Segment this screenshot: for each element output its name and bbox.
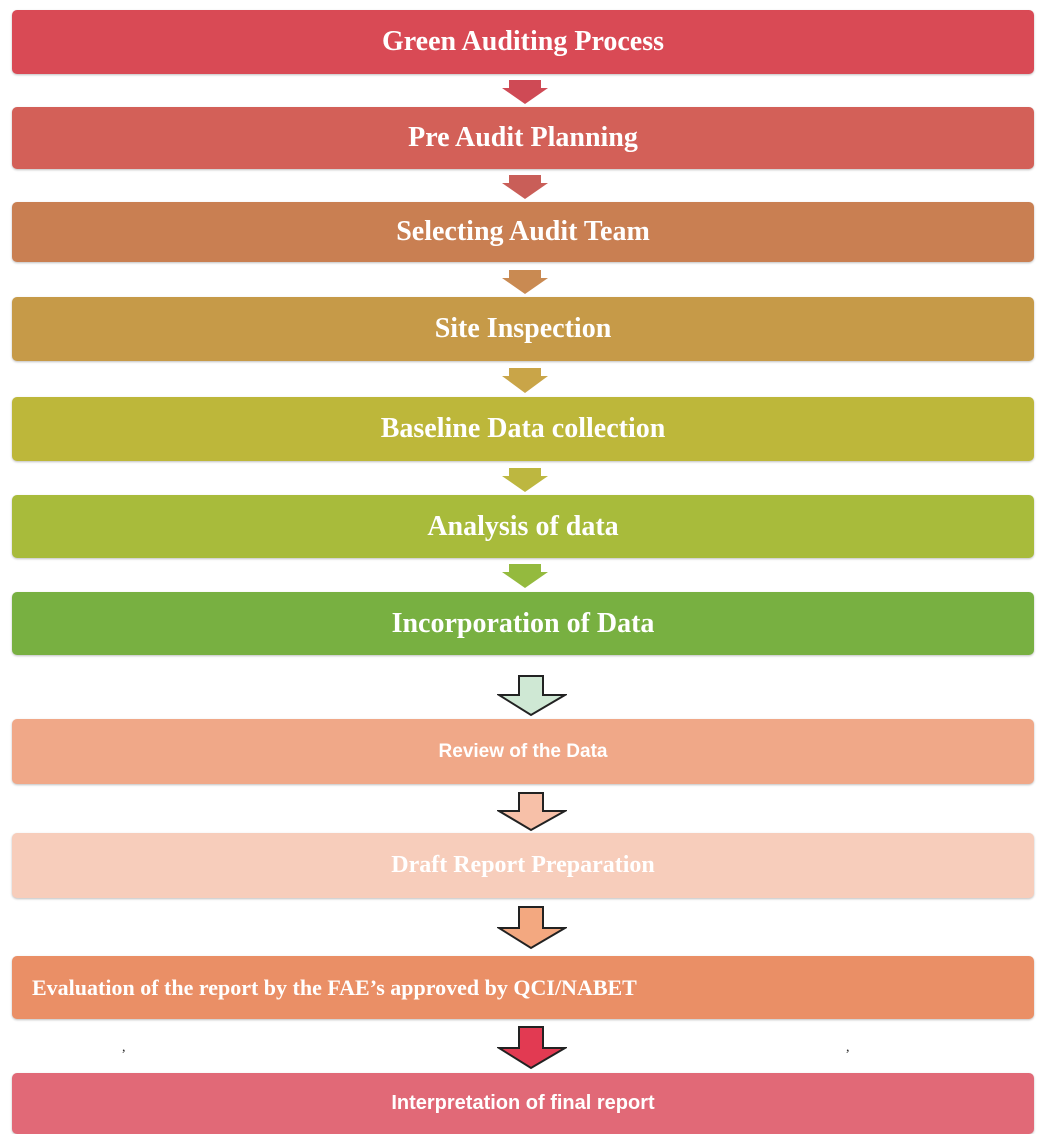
step-box-baseline-data-collection [12, 397, 1034, 461]
step-label: Site Inspection [434, 313, 612, 344]
arrow-shape [502, 564, 548, 588]
step-box-site-inspection [12, 297, 1034, 361]
arrow-shape [502, 368, 548, 393]
step-box-selecting-audit-team [12, 202, 1034, 262]
step-box-interpretation-of-final-report [12, 1073, 1034, 1134]
step-label: Baseline Data collection [380, 413, 666, 444]
step-box-green-auditing-process [12, 10, 1034, 74]
step-box-pre-audit-planning [12, 107, 1034, 169]
step-label: Draft Report Preparation [391, 852, 655, 878]
step-label: Incorporation of Data [391, 607, 655, 639]
down-arrow-icon [502, 468, 548, 492]
stray-mark: , [846, 1040, 850, 1055]
step-label: Green Auditing Process [381, 26, 665, 57]
arrow-shape [499, 676, 565, 715]
down-arrow-icon [497, 792, 567, 832]
down-arrow-icon [502, 564, 548, 588]
arrow-shape [502, 270, 548, 294]
step-label: Analysis of data [427, 510, 619, 542]
step-label: Interpretation of final report [391, 1092, 655, 1114]
arrow-shape [499, 793, 565, 830]
stray-mark: , [122, 1040, 126, 1055]
down-arrow-icon [502, 368, 548, 393]
step-label: Selecting Audit Team [396, 216, 650, 247]
down-arrow-icon [502, 270, 548, 294]
down-arrow-icon [497, 906, 567, 950]
arrow-shape [502, 80, 548, 104]
down-arrow-icon [502, 175, 548, 199]
step-box-review-of-the-data [12, 719, 1034, 784]
step-label: Evaluation of the report by the FAE’s approved by QCI/NABET [32, 974, 637, 1000]
step-label: Review of the Data [438, 740, 608, 762]
down-arrow-icon [502, 80, 548, 104]
arrow-shape [502, 175, 548, 199]
arrow-shape [499, 907, 565, 948]
step-box-draft-report-preparation [12, 833, 1034, 898]
step-box-evaluation-of-report [12, 956, 1034, 1019]
arrow-shape [499, 1027, 565, 1068]
step-box-incorporation-of-data [12, 592, 1034, 655]
arrow-shape [502, 468, 548, 492]
step-label: Pre Audit Planning [408, 122, 638, 153]
down-arrow-icon [497, 675, 567, 717]
step-box-analysis-of-data [12, 495, 1034, 558]
down-arrow-icon [497, 1026, 567, 1070]
